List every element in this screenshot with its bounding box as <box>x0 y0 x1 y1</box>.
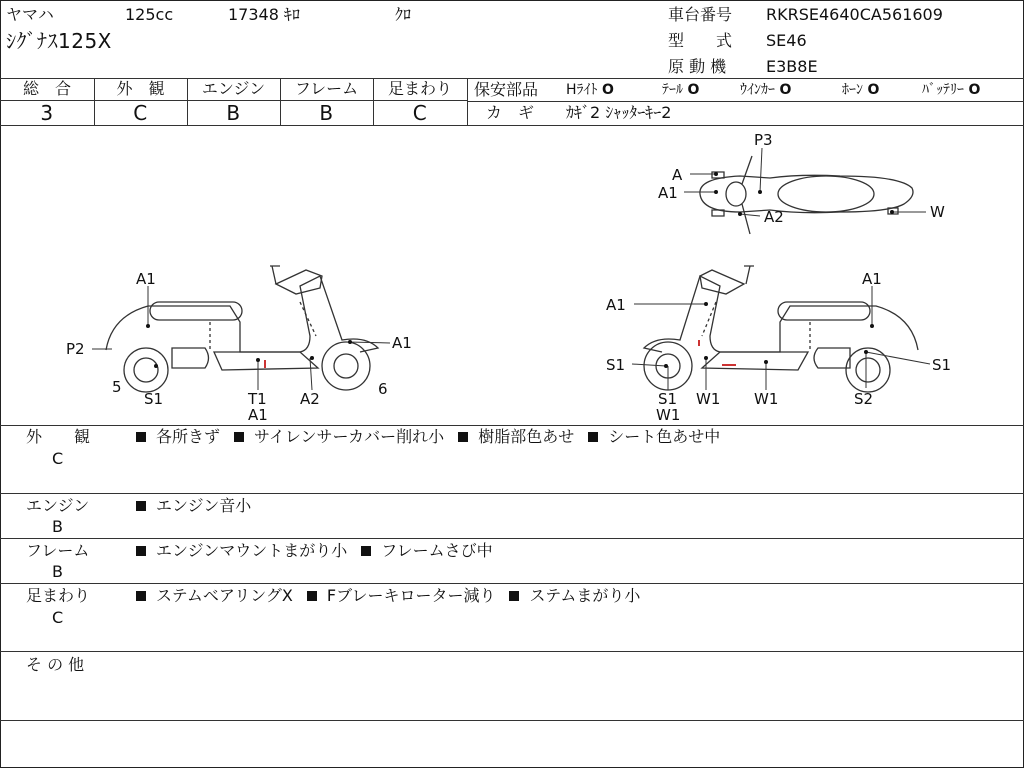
label-left-5: 5 <box>112 378 122 396</box>
label-top-w: W <box>930 203 945 221</box>
note-engine-label: エンジン <box>26 496 90 515</box>
maker: ヤマハ <box>6 5 54 24</box>
label-left-a2: A2 <box>300 390 320 408</box>
chassis-label: 車台番号 <box>668 5 733 24</box>
label-right-w1-mid: W1 <box>696 390 721 408</box>
grade-overall-value: 3 <box>40 101 54 125</box>
label-right-s2: S2 <box>854 390 874 408</box>
mileage: 17348 ｷﾛ <box>228 5 300 24</box>
safety-item-winker: ｳｲﾝｶｰ O <box>740 82 792 98</box>
note-frame-label: フレーム <box>26 541 90 560</box>
engine-label: 原 動 機 <box>668 57 727 76</box>
note-suspension-grade: C <box>52 608 64 627</box>
label-right-s1-right: S1 <box>932 356 952 374</box>
engine-value: E3B8E <box>766 57 818 76</box>
divider <box>0 720 1024 721</box>
note-item: エンジンマウントまがり小 <box>136 541 347 560</box>
note-other-label: そ の 他 <box>26 655 85 674</box>
label-right-w1-bottom: W1 <box>656 406 681 424</box>
divider <box>0 425 1024 426</box>
chassis-value: RKRSE4640CA561609 <box>766 5 943 24</box>
note-engine-items <box>136 496 265 516</box>
label-top-a1: A1 <box>658 184 678 202</box>
safety-item-tail: ﾃｰﾙ O <box>662 82 700 98</box>
note-item: シート色あせ中 <box>588 427 720 446</box>
grade-exterior-value: C <box>133 101 148 125</box>
safety-item-battery: ﾊﾞｯﾃﾘｰ O <box>922 82 981 98</box>
label-right-a1-left: A1 <box>606 296 626 314</box>
note-item: ステムまがり小 <box>509 586 640 605</box>
label-top-a: A <box>672 166 683 184</box>
note-item: サイレンサーカバー削れ小 <box>234 427 444 446</box>
label-left-p2: P2 <box>66 340 85 358</box>
type-value: SE46 <box>766 31 807 50</box>
grade-exterior-label: 外 観 <box>116 79 165 98</box>
note-item: Fブレーキローター減り <box>307 586 496 605</box>
grade-frame-value: B <box>319 101 334 125</box>
divider <box>0 493 1024 494</box>
note-engine-grade: B <box>52 517 63 536</box>
note-exterior-label: 外 観 <box>26 427 91 446</box>
note-item: 樹脂部色あせ <box>458 427 574 446</box>
note-exterior-grade: C <box>52 449 64 468</box>
grade-overall-label: 総 合 <box>22 79 71 98</box>
safety-item-horn: ﾎｰﾝ O <box>842 82 880 98</box>
model-name: ｼｸﾞﾅｽ125X <box>6 29 112 53</box>
label-left-a1-right: A1 <box>392 334 412 352</box>
label-left-t1: T1 <box>248 390 267 408</box>
grade-engine-label: エンジン <box>201 79 266 98</box>
divider <box>467 78 468 125</box>
label-right-w1-right: W1 <box>754 390 779 408</box>
note-item: 各所きず <box>136 427 220 446</box>
label-right-s1-bottom: S1 <box>658 390 678 408</box>
note-item: エンジン音小 <box>136 496 251 515</box>
grade-engine-value: B <box>226 101 241 125</box>
label-left-a1-bottom: A1 <box>248 406 268 424</box>
grade-suspension-label: 足まわり <box>387 79 452 98</box>
note-suspension-items <box>136 586 654 606</box>
label-right-a1-top: A1 <box>862 270 882 288</box>
safety-item-headlight: Hﾗｲﾄ O <box>566 82 614 98</box>
safety-label: 保安部品 <box>474 80 539 99</box>
grade-suspension-value: C <box>412 101 428 125</box>
damage-diagram <box>0 126 1024 424</box>
label-left-a1-top: A1 <box>136 270 156 288</box>
divider <box>0 538 1024 539</box>
note-item: ステムベアリングX <box>136 586 293 605</box>
note-frame-grade: B <box>52 562 63 581</box>
label-left-6: 6 <box>378 380 388 398</box>
grade-frame-label: フレーム <box>294 79 359 98</box>
label-left-s1: S1 <box>144 390 164 408</box>
divider <box>0 651 1024 652</box>
label-top-a2: A2 <box>764 208 784 226</box>
note-frame-items <box>136 541 507 561</box>
note-item: フレームさび中 <box>361 541 492 560</box>
divider <box>0 583 1024 584</box>
color: ｸﾛ <box>395 5 412 24</box>
leader-lines <box>92 148 930 390</box>
note-exterior-items <box>136 427 734 447</box>
type-label: 型 式 <box>668 31 733 50</box>
key-label: カ ギ <box>486 103 535 122</box>
label-top-p3: P3 <box>754 131 773 149</box>
top-view-scooter <box>700 156 913 234</box>
note-suspension-label: 足まわり <box>26 586 91 605</box>
key-value: ｶｷﾞ2 ｼｬｯﾀｰｷｰ2 <box>566 103 672 122</box>
displacement: 125cc <box>125 5 174 24</box>
label-right-s1-left: S1 <box>606 356 626 374</box>
divider <box>467 101 1024 102</box>
